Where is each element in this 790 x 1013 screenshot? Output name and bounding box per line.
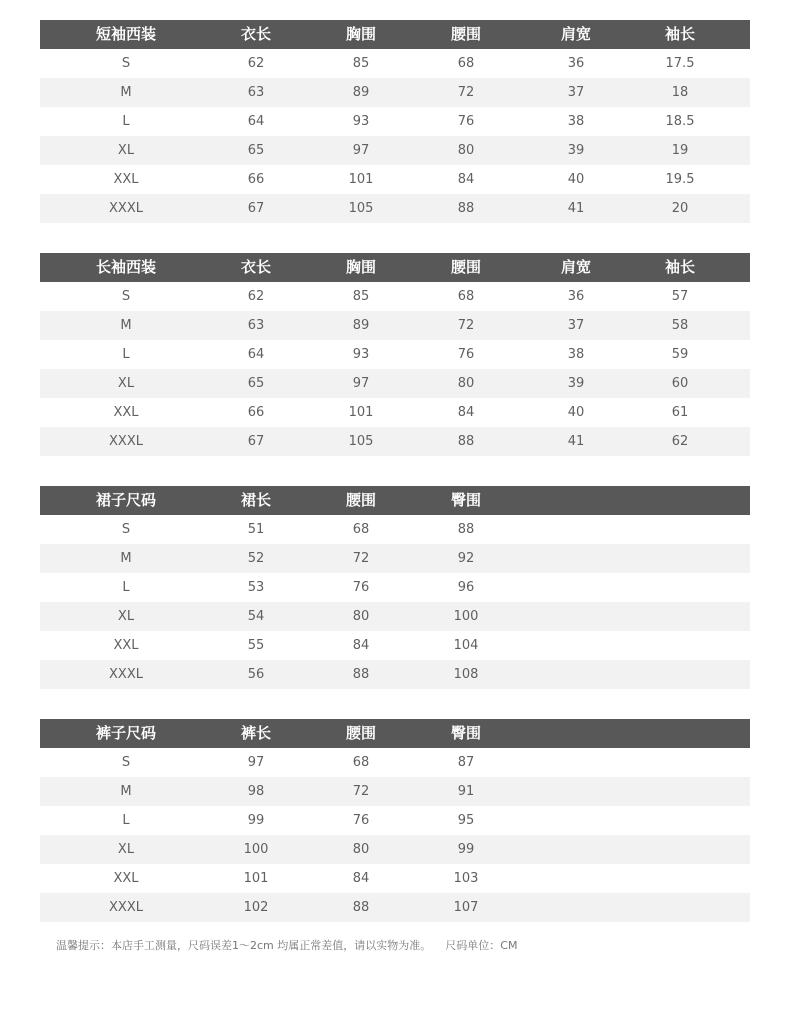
header-cell: 裤子尺码: [95, 724, 156, 742]
table-row: [40, 573, 750, 602]
table-cell: 67: [247, 434, 265, 449]
table-cell: XXL: [113, 871, 139, 886]
table-cell: S: [121, 56, 131, 71]
table-cell: 84: [457, 405, 475, 420]
table-cell: XL: [117, 376, 135, 391]
table-cell: 68: [457, 289, 475, 304]
table-row: [40, 107, 750, 136]
table-cell: 18.5: [665, 114, 695, 129]
table-cell: 80: [457, 143, 475, 158]
table-cell: XXL: [113, 638, 139, 653]
table-header: [40, 20, 750, 49]
measurement-note: [56, 937, 517, 953]
table-cell: 88: [352, 667, 370, 682]
table-cell: 101: [348, 405, 374, 420]
table-cell: 52: [247, 551, 265, 566]
table-cell: 88: [457, 434, 475, 449]
table-cell: 85: [352, 289, 370, 304]
table-cell: XXL: [113, 172, 139, 187]
table-row: [40, 427, 750, 456]
table-cell: 98: [247, 784, 265, 799]
table-cell: 80: [457, 376, 475, 391]
table-cell: 89: [352, 85, 370, 100]
table-row: [40, 340, 750, 369]
table-cell: 57: [671, 289, 689, 304]
header-cell: 腰围: [345, 491, 376, 509]
table-row: [40, 398, 750, 427]
table-cell: 88: [352, 900, 370, 915]
table-cell: XL: [117, 609, 135, 624]
table-cell: 72: [457, 85, 475, 100]
long-sleeve-suit-size-table: [40, 253, 750, 456]
table-cell: L: [122, 813, 130, 828]
table-cell: 65: [247, 143, 265, 158]
table-cell: 58: [671, 318, 689, 333]
header-cell: 衣长: [240, 25, 271, 43]
table-cell: 104: [453, 638, 479, 653]
table-cell: 80: [352, 842, 370, 857]
table-header: [40, 486, 750, 515]
table-row: [40, 515, 750, 544]
table-row: [40, 282, 750, 311]
table-cell: 38: [567, 114, 585, 129]
table-cell: 72: [352, 551, 370, 566]
table-cell: 65: [247, 376, 265, 391]
header-cell: 腰围: [450, 258, 481, 276]
table-cell: L: [122, 114, 130, 129]
table-cell: 64: [247, 347, 265, 362]
table-cell: 19.5: [665, 172, 695, 187]
table-cell: 107: [453, 900, 479, 915]
table-row: [40, 806, 750, 835]
table-cell: S: [121, 522, 131, 537]
table-cell: 72: [352, 784, 370, 799]
table-row: [40, 544, 750, 573]
table-cell: 91: [457, 784, 475, 799]
header-cell: 胸围: [345, 258, 376, 276]
table-cell: M: [120, 784, 132, 799]
note-text: 温馨提示：本店手工测量，尺码误差1～2cm 均属正常差值，请以实物为准。: [56, 939, 432, 952]
table-cell: 84: [352, 871, 370, 886]
table-cell: 97: [352, 376, 370, 391]
table-cell: 56: [247, 667, 265, 682]
table-cell: M: [120, 85, 132, 100]
table-cell: 53: [247, 580, 265, 595]
header-cell: 胸围: [345, 25, 376, 43]
table-row: [40, 748, 750, 777]
table-cell: 101: [348, 172, 374, 187]
table-row: [40, 49, 750, 78]
table-row: [40, 893, 750, 922]
table-cell: 68: [352, 755, 370, 770]
table-cell: 63: [247, 318, 265, 333]
table-cell: XXXL: [109, 900, 143, 915]
table-cell: 41: [567, 201, 585, 216]
table-row: [40, 194, 750, 223]
table-cell: 80: [352, 609, 370, 624]
table-cell: 101: [243, 871, 269, 886]
table-header: [40, 253, 750, 282]
table-cell: XXXL: [109, 201, 143, 216]
table-row: [40, 311, 750, 340]
table-cell: XXXL: [109, 667, 143, 682]
table-cell: 54: [247, 609, 265, 624]
table-cell: 108: [453, 667, 479, 682]
table-cell: 37: [567, 85, 585, 100]
table-cell: 93: [352, 114, 370, 129]
table-cell: 88: [457, 522, 475, 537]
table-cell: 62: [247, 289, 265, 304]
table-cell: 39: [567, 376, 585, 391]
table-cell: 96: [457, 580, 475, 595]
table-cell: M: [120, 551, 132, 566]
table-cell: 84: [457, 172, 475, 187]
table-cell: 64: [247, 114, 265, 129]
table-cell: 18: [671, 85, 689, 100]
table-cell: XL: [117, 842, 135, 857]
table-row: [40, 835, 750, 864]
table-cell: 99: [247, 813, 265, 828]
table-cell: 68: [457, 56, 475, 71]
table-cell: 76: [352, 813, 370, 828]
header-cell: 肩宽: [560, 25, 591, 43]
table-header: [40, 719, 750, 748]
table-cell: 100: [243, 842, 269, 857]
table-cell: 67: [247, 201, 265, 216]
table-cell: 59: [671, 347, 689, 362]
table-cell: 105: [348, 201, 374, 216]
header-cell: 腰围: [345, 724, 376, 742]
header-cell: 裤长: [240, 724, 271, 742]
table-cell: 38: [567, 347, 585, 362]
table-row: [40, 78, 750, 107]
table-cell: 88: [457, 201, 475, 216]
table-row: [40, 777, 750, 806]
table-cell: 17.5: [665, 56, 695, 71]
table-cell: 37: [567, 318, 585, 333]
header-cell: 衣长: [240, 258, 271, 276]
table-cell: 85: [352, 56, 370, 71]
table-cell: XXXL: [109, 434, 143, 449]
header-cell: 臀围: [450, 491, 481, 509]
table-cell: 40: [567, 405, 585, 420]
table-cell: 60: [671, 376, 689, 391]
table-cell: 97: [352, 143, 370, 158]
short-sleeve-suit-size-table: [40, 20, 750, 223]
table-cell: 102: [243, 900, 269, 915]
table-row: [40, 864, 750, 893]
table-cell: 84: [352, 638, 370, 653]
table-cell: M: [120, 318, 132, 333]
table-cell: 76: [457, 114, 475, 129]
header-cell: 腰围: [450, 25, 481, 43]
table-row: [40, 165, 750, 194]
table-cell: 93: [352, 347, 370, 362]
header-cell: 袖长: [664, 258, 695, 276]
table-cell: 66: [247, 172, 265, 187]
table-cell: 76: [457, 347, 475, 362]
table-row: [40, 369, 750, 398]
table-row: [40, 136, 750, 165]
table-cell: 61: [671, 405, 689, 420]
table-cell: 20: [671, 201, 689, 216]
table-cell: 39: [567, 143, 585, 158]
table-cell: 105: [348, 434, 374, 449]
table-cell: 89: [352, 318, 370, 333]
table-cell: 63: [247, 85, 265, 100]
table-cell: S: [121, 755, 131, 770]
header-cell: 裙子尺码: [95, 491, 156, 509]
table-cell: 95: [457, 813, 475, 828]
table-cell: 36: [567, 56, 585, 71]
table-cell: 66: [247, 405, 265, 420]
header-cell: 裙长: [240, 491, 271, 509]
table-row: [40, 602, 750, 631]
table-cell: 51: [247, 522, 265, 537]
table-cell: 76: [352, 580, 370, 595]
table-cell: 68: [352, 522, 370, 537]
header-cell: 长袖西装: [95, 258, 156, 276]
table-cell: 97: [247, 755, 265, 770]
table-row: [40, 631, 750, 660]
header-cell: 臀围: [450, 724, 481, 742]
table-cell: 87: [457, 755, 475, 770]
header-cell: 袖长: [664, 25, 695, 43]
header-cell: 短袖西装: [95, 25, 156, 43]
table-row: [40, 660, 750, 689]
skirt-size-table: [40, 486, 750, 689]
table-cell: 100: [453, 609, 479, 624]
table-cell: 62: [247, 56, 265, 71]
table-cell: L: [122, 347, 130, 362]
table-cell: 99: [457, 842, 475, 857]
table-cell: L: [122, 580, 130, 595]
table-cell: 19: [671, 143, 689, 158]
header-cell: 肩宽: [560, 258, 591, 276]
table-cell: XXL: [113, 405, 139, 420]
table-cell: 72: [457, 318, 475, 333]
table-cell: 36: [567, 289, 585, 304]
table-cell: XL: [117, 143, 135, 158]
pants-size-table: [40, 719, 750, 922]
table-cell: 92: [457, 551, 475, 566]
table-cell: 62: [671, 434, 689, 449]
table-cell: 103: [453, 871, 479, 886]
size-unit-text: 尺码单位：CM: [445, 939, 518, 952]
table-cell: S: [121, 289, 131, 304]
table-cell: 40: [567, 172, 585, 187]
table-cell: 55: [247, 638, 265, 653]
table-cell: 41: [567, 434, 585, 449]
